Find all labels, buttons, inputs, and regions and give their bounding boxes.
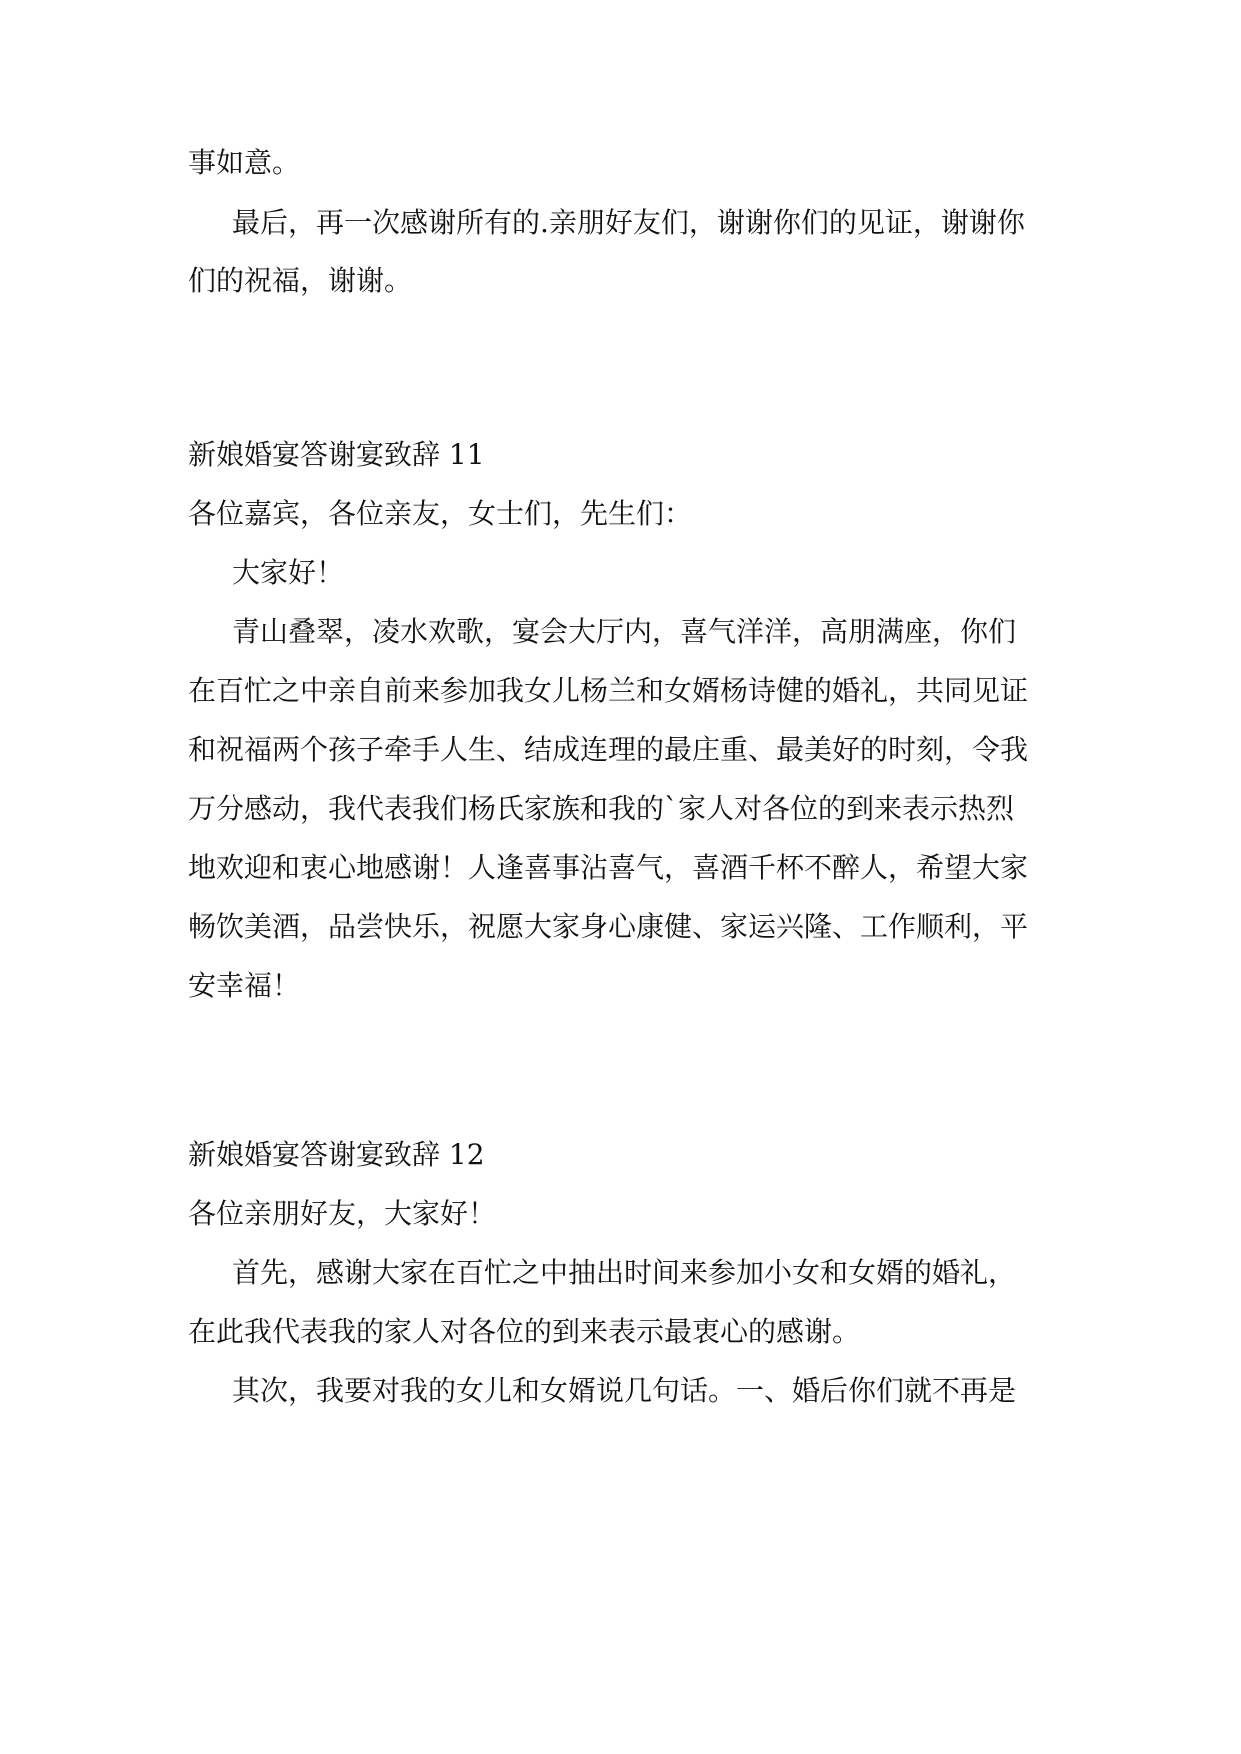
prev-text-line-3: 们的祝福，谢谢。 xyxy=(188,264,413,297)
section-11-body-line-7: 安幸福！ xyxy=(188,969,301,1002)
prev-text-line-2: 最后，再一次感谢所有的.亲朋好友们，谢谢你们的见证，谢谢你 xyxy=(232,206,1025,239)
section-11-greeting: 大家好！ xyxy=(232,556,345,589)
prev-text-line-1: 事如意。 xyxy=(188,146,301,179)
section-12-para1-line-1: 首先，感谢大家在百忙之中抽出时间来参加小女和女婿的婚礼， xyxy=(232,1256,1017,1289)
section-12-para1-line-2: 在此我代表我的家人对各位的到来表示最衷心的感谢。 xyxy=(188,1315,861,1348)
section-12-para2-line-1: 其次，我要对我的女儿和女婿说几句话。一、婚后你们就不再是 xyxy=(232,1374,1017,1407)
section-11-body-line-1: 青山叠翠，凌水欢歌，宴会大厅内，喜气洋洋，高朋满座，你们 xyxy=(232,615,1017,648)
section-11-body-line-6: 畅饮美酒，品尝快乐，祝愿大家身心康健、家运兴隆、工作顺利，平 xyxy=(188,910,1029,943)
section-11-body-line-3: 和祝福两个孩子牵手人生、结成连理的最庄重、最美好的时刻，令我 xyxy=(188,733,1029,766)
section-12-title: 新娘婚宴答谢宴致辞 12 xyxy=(188,1138,485,1171)
section-11-salutation: 各位嘉宾，各位亲友，女士们，先生们： xyxy=(188,497,693,530)
section-11-body-line-5: 地欢迎和衷心地感谢！人逢喜事沾喜气，喜酒千杯不醉人，希望大家 xyxy=(188,851,1029,884)
section-11-body-line-2: 在百忙之中亲自前来参加我女儿杨兰和女婿杨诗健的婚礼，共同见证 xyxy=(188,674,1029,707)
section-12-salutation: 各位亲朋好友，大家好！ xyxy=(188,1197,497,1230)
section-11-body-line-4: 万分感动，我代表我们杨氏家族和我的`家人对各位的到来表示热烈 xyxy=(188,792,1015,825)
section-11-title: 新娘婚宴答谢宴致辞 11 xyxy=(188,438,485,471)
